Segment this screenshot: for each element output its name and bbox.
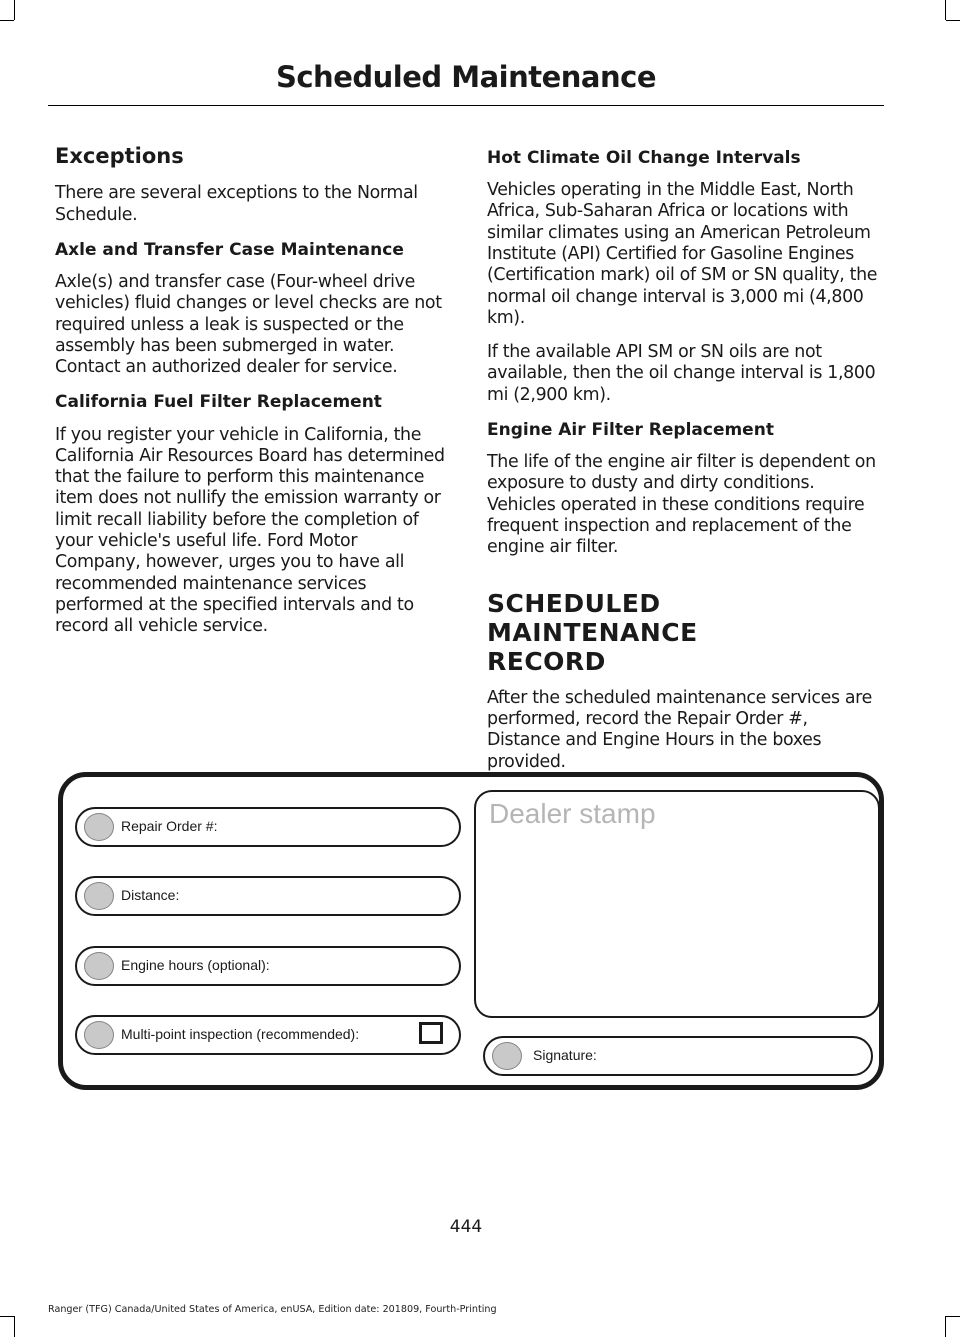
page-header-title: Scheduled Maintenance bbox=[275, 60, 657, 94]
dealer-stamp-box[interactable] bbox=[474, 790, 880, 1018]
crop-mark bbox=[0, 20, 14, 21]
distance-field[interactable] bbox=[75, 876, 461, 916]
crop-mark bbox=[945, 1316, 946, 1337]
repair-order-label: Repair Order #: bbox=[121, 818, 218, 834]
page-number: 444 bbox=[449, 1217, 483, 1237]
dealer-stamp-label: Dealer stamp bbox=[489, 798, 656, 829]
axle-text: Axle(s) and transfer case (Four-wheel drive vehicles) fluid changes or level checks are not required unless a leak is suspected or the assembly has been submerged in water. Contact an authorized dealer for service. bbox=[55, 271, 442, 378]
air-filter-heading: Engine Air Filter Replacement bbox=[487, 420, 774, 441]
right-column bbox=[487, 143, 879, 786]
fuel-filter-text: If you register your vehicle in California, the California Air Resources Board has determined that the failure to perform this maintenance item does not nullify the emission warranty or limit recall liability before the completion of your vehicle's useful life. Ford Motor Company, however, urges you to have all recommended maintenance services performed at the specified intervals and to record all vehicle service. bbox=[55, 424, 445, 637]
bullet-icon bbox=[84, 813, 114, 841]
maintenance-record-form bbox=[58, 772, 884, 1090]
signature-field[interactable] bbox=[483, 1036, 873, 1076]
engine-hours-label: Engine hours (optional): bbox=[121, 957, 270, 973]
crop-mark bbox=[946, 20, 960, 21]
crop-mark bbox=[14, 0, 15, 20]
record-text: After the scheduled maintenance services are performed, record the Repair Order #, Distance and Engine Hours in the boxes provided. bbox=[487, 687, 872, 772]
crop-mark bbox=[946, 1316, 960, 1317]
air-filter-text: The life of the engine air filter is dependent on exposure to dusty and dirty conditions. Vehicles operated in these conditions require frequent inspection and replacement of the engine air filter. bbox=[487, 452, 876, 558]
crop-mark bbox=[0, 1316, 14, 1317]
bullet-icon bbox=[84, 882, 114, 910]
record-heading-line-2: RECORD bbox=[487, 646, 606, 676]
distance-label: Distance: bbox=[121, 887, 180, 903]
crop-mark bbox=[14, 1316, 15, 1337]
axle-heading: Axle and Transfer Case Maintenance bbox=[55, 239, 404, 260]
bullet-icon bbox=[84, 1021, 114, 1049]
record-heading-line-1: SCHEDULED MAINTENANCE bbox=[487, 588, 698, 647]
exceptions-heading: Exceptions bbox=[55, 144, 184, 168]
signature-label: Signature: bbox=[533, 1047, 597, 1063]
record-heading bbox=[487, 589, 879, 676]
crop-mark bbox=[945, 0, 946, 20]
hot-climate-text: Vehicles operating in the Middle East, North Africa, Sub-Saharan Africa or locations with similar climates using an American Petroleum Institute (API) Certified for Gasoline Engines (Certification mark) oil of SM or SN quality, the normal oil change interval is 3,000 mi (4,800 km). bbox=[487, 180, 878, 328]
inspection-checkbox[interactable] bbox=[419, 1022, 443, 1044]
engine-hours-field[interactable] bbox=[75, 946, 461, 986]
bullet-icon bbox=[492, 1042, 522, 1070]
left-column bbox=[55, 143, 447, 651]
header-divider bbox=[48, 105, 884, 106]
hot-climate-heading: Hot Climate Oil Change Intervals bbox=[487, 148, 801, 168]
footer-edition-text: Ranger (TFG) Canada/United States of America, enUSA, Edition date: 201809, Fourth-Printing bbox=[48, 1304, 497, 1315]
multipoint-inspection-field[interactable] bbox=[75, 1015, 461, 1055]
bullet-icon bbox=[84, 952, 114, 980]
hot-climate-text-2: If the available API SM or SN oils are not available, then the oil change interval is 1,800 mi (2,900 km). bbox=[487, 342, 876, 405]
fuel-filter-heading: California Fuel Filter Replacement bbox=[55, 392, 382, 413]
repair-order-field[interactable] bbox=[75, 807, 461, 847]
exceptions-text: There are several exceptions to the Normal Schedule. bbox=[55, 183, 418, 225]
multipoint-inspection-label: Multi-point inspection (recommended): bbox=[121, 1026, 360, 1042]
